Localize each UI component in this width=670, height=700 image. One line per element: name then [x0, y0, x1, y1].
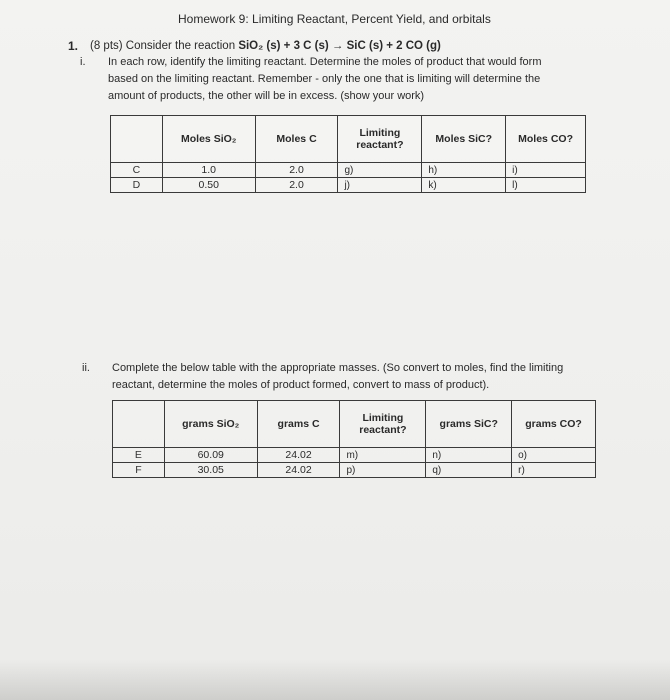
table-row: [113, 448, 596, 463]
answer-cell[interactable]: j): [338, 178, 422, 193]
header-cell: Moles SiC?: [422, 116, 506, 163]
grams-table: [112, 400, 596, 478]
answer-cell[interactable]: g): [338, 163, 422, 178]
answer-cell[interactable]: n): [426, 448, 512, 463]
header-cell: grams C: [257, 401, 340, 448]
question-points: (8 pts) Consider the reaction: [90, 40, 236, 52]
header-cell: grams CO?: [512, 401, 596, 448]
row-label: E: [113, 448, 165, 463]
row-label: C: [111, 163, 163, 178]
header-cell: [113, 401, 165, 448]
value-cell: 2.0: [255, 178, 338, 193]
header-cell: Moles SiO₂: [162, 116, 255, 163]
instruction-line: Complete the below table with the appropriate masses. (So convert to moles, find the limiting: [112, 362, 564, 374]
part-i-instructions: [108, 54, 542, 105]
value-cell: 1.0: [162, 163, 255, 178]
answer-cell[interactable]: h): [422, 163, 506, 178]
answer-cell[interactable]: l): [506, 178, 586, 193]
question-number: 1.: [68, 39, 79, 53]
header-cell: Moles CO?: [506, 116, 586, 163]
table-row: [111, 163, 586, 178]
header-cell: Limiting reactant?: [340, 401, 426, 448]
answer-cell[interactable]: p): [340, 463, 426, 478]
value-cell: 30.05: [164, 463, 257, 478]
answer-cell[interactable]: k): [422, 178, 506, 193]
instruction-line: amount of products, the other will be in excess. (show your work): [108, 90, 425, 102]
value-cell: 24.02: [257, 448, 340, 463]
answer-cell[interactable]: r): [512, 463, 596, 478]
table-row: [113, 463, 596, 478]
part-ii-instructions: [112, 360, 563, 394]
table-header-row: [111, 116, 586, 163]
table-header-row: [113, 401, 596, 448]
part-ii-numeral: ii.: [82, 362, 90, 374]
answer-cell[interactable]: o): [512, 448, 596, 463]
answer-cell[interactable]: q): [426, 463, 512, 478]
moles-table: [110, 115, 586, 193]
header-cell: Limiting reactant?: [338, 116, 422, 163]
answer-cell[interactable]: m): [340, 448, 426, 463]
row-label: D: [111, 178, 163, 193]
table-row: [111, 178, 586, 193]
part-i-numeral: i.: [80, 56, 86, 68]
value-cell: 0.50: [162, 178, 255, 193]
header-cell: Moles C: [255, 116, 338, 163]
question-text: [90, 40, 441, 52]
row-label: F: [113, 463, 165, 478]
instruction-line: reactant, determine the moles of product formed, convert to mass of product).: [112, 379, 490, 391]
reaction-equation: SiO₂ (s) + 3 C (s) → SiC (s) + 2 CO (g): [238, 40, 441, 52]
header-cell: [111, 116, 163, 163]
value-cell: 2.0: [255, 163, 338, 178]
header-cell: grams SiO₂: [164, 401, 257, 448]
page-title: Homework 9: Limiting Reactant, Percent Yield, and orbitals: [178, 12, 491, 26]
answer-cell[interactable]: i): [506, 163, 586, 178]
instruction-line: In each row, identify the limiting reactant. Determine the moles of product that would form: [108, 56, 542, 68]
value-cell: 60.09: [164, 448, 257, 463]
header-cell: grams SiC?: [426, 401, 512, 448]
value-cell: 24.02: [257, 463, 340, 478]
instruction-line: based on the limiting reactant. Remember - only the one that is limiting will determine the: [108, 73, 541, 85]
